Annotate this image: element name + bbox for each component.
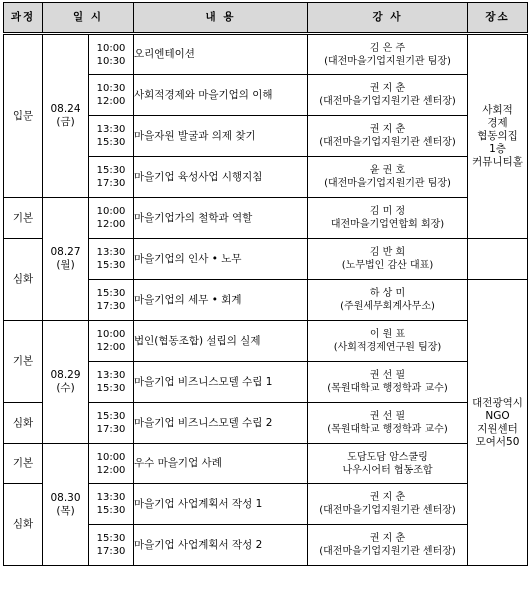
content-cell: 마을기업 비즈니스모델 수립 1 <box>134 362 308 403</box>
course-cell: 심화 <box>4 403 43 444</box>
instructor-cell <box>308 525 468 566</box>
instructor-org: (목원대학교 행정학과 교수) <box>327 424 448 435</box>
instructor-org: 나우시어터 협동조합 <box>342 464 433 476</box>
instructor-name: 도담도담 암스쿨링 <box>347 451 428 463</box>
place-line: 사회적 <box>482 104 513 116</box>
instructor-org: 대전마을기업연합회 회장) <box>330 219 445 230</box>
time-end: 12:00 <box>96 342 126 353</box>
place-cell <box>468 34 528 239</box>
time-cell <box>89 75 134 116</box>
content-cell: 오리엔테이션 <box>134 34 308 75</box>
place-line: 모여서50 <box>475 435 520 448</box>
content-cell: 마을기업 비즈니스모델 수립 2 <box>134 403 308 444</box>
instructor-name: 권 선 필 <box>369 411 406 422</box>
time-cell <box>89 116 134 157</box>
instructor-cell <box>308 116 468 157</box>
time-end: 17:30 <box>96 424 126 435</box>
time-cell <box>89 403 134 444</box>
place-line: 협동의집 <box>477 130 518 142</box>
table-row <box>4 198 528 239</box>
time-cell <box>89 280 134 321</box>
place-line: NGO <box>485 409 510 422</box>
course-cell: 심화 <box>4 484 43 566</box>
instructor-name: 권 지 춘 <box>369 124 406 135</box>
content-cell: 마을기업 사업계획서 작성 1 <box>134 484 308 525</box>
date-cell <box>43 34 89 198</box>
content-cell: 마을기업 사업계획서 작성 2 <box>134 525 308 566</box>
instructor-name: 권 지 춘 <box>369 492 406 503</box>
schedule-table <box>3 2 528 566</box>
instructor-cell <box>308 157 468 198</box>
content-cell: 마을기업의 세무 • 회계 <box>134 280 308 321</box>
date-cell <box>43 198 89 321</box>
time-start: 13:30 <box>96 124 126 135</box>
time-cell <box>89 34 134 75</box>
content-cell: 마을기업의 인사 • 노무 <box>134 239 308 280</box>
place-line: 1층 <box>489 143 506 155</box>
instructor-cell <box>308 34 468 75</box>
time-start: 15:30 <box>96 165 126 176</box>
instructor-name: 권 지 춘 <box>369 533 406 544</box>
instructor-cell <box>308 280 468 321</box>
place-cell <box>468 280 528 566</box>
header-row <box>4 3 528 34</box>
course-cell: 입문 <box>4 34 43 198</box>
place-blank-cell <box>468 239 528 280</box>
instructor-cell <box>308 484 468 525</box>
date-day: 08.24 <box>50 103 81 115</box>
time-end: 15:30 <box>96 383 126 394</box>
course-cell: 기본 <box>4 321 43 403</box>
content-cell: 사회적경제와 마을기업의 이해 <box>134 75 308 116</box>
instructor-org: (주원세무회계사무소) <box>340 301 435 312</box>
date-cell <box>43 321 89 444</box>
time-end: 12:00 <box>96 219 126 230</box>
time-start: 15:30 <box>96 533 126 544</box>
instructor-org: (대전마을기업지원기관 센터장) <box>319 137 456 148</box>
course-cell: 심화 <box>4 239 43 321</box>
instructor-cell <box>308 444 468 484</box>
time-cell <box>89 157 134 198</box>
content-cell: 마을기업 육성사업 시행지침 <box>134 157 308 198</box>
time-cell <box>89 444 134 484</box>
instructor-name: 권 지 춘 <box>369 83 406 94</box>
instructor-org: (대전마을기업지원기관 센터장) <box>319 96 456 107</box>
table-row <box>4 321 528 362</box>
time-end: 12:00 <box>96 464 126 476</box>
time-start: 15:30 <box>96 411 126 422</box>
time-cell <box>89 484 134 525</box>
instructor-cell <box>308 403 468 444</box>
instructor-org: (대전마을기업지원기관 팀장) <box>324 55 451 67</box>
time-cell <box>89 525 134 566</box>
time-start: 13:30 <box>96 492 126 503</box>
time-start: 10:00 <box>96 42 126 54</box>
instructor-org: (대전마을기업지원기관 센터장) <box>319 505 456 516</box>
instructor-cell <box>308 321 468 362</box>
instructor-cell <box>308 362 468 403</box>
date-day: 08.27 <box>50 246 81 258</box>
instructor-org: (대전마을기업지원기관 센터장) <box>319 546 456 557</box>
time-start: 13:30 <box>96 247 126 258</box>
time-cell <box>89 321 134 362</box>
place-line: 지원센터 <box>477 422 518 435</box>
time-end: 15:30 <box>96 137 126 148</box>
date-weekday: (목) <box>56 504 75 517</box>
content-cell: 우수 마을기업 사례 <box>134 444 308 484</box>
time-start: 10:30 <box>96 83 126 94</box>
time-end: 17:30 <box>96 546 126 557</box>
date-day: 08.30 <box>50 491 81 504</box>
time-end: 15:30 <box>96 505 126 516</box>
course-cell: 기본 <box>4 198 43 239</box>
place-line: 커뮤니티홀 <box>472 156 523 168</box>
time-start: 10:00 <box>96 329 126 340</box>
time-start: 13:30 <box>96 370 126 381</box>
instructor-name: 김 반 희 <box>369 247 406 258</box>
header-course: 과정 <box>4 3 43 34</box>
time-cell <box>89 362 134 403</box>
date-cell <box>43 444 89 566</box>
instructor-name: 권 선 필 <box>369 370 406 381</box>
instructor-org: (노무법인 감산 대표) <box>341 260 434 271</box>
instructor-name: 윤 권 호 <box>369 165 406 176</box>
instructor-org: (사회적경제연구원 팀장) <box>333 342 442 353</box>
date-weekday: (금) <box>56 116 75 128</box>
header-place: 장소 <box>468 3 528 34</box>
instructor-name: 김 은 주 <box>369 42 406 54</box>
place-line: 경제 <box>487 117 508 129</box>
instructor-org: (대전마을기업지원기관 팀장) <box>324 178 451 189</box>
time-end: 17:30 <box>96 178 126 189</box>
time-start: 10:00 <box>96 451 126 463</box>
time-cell <box>89 239 134 280</box>
course-cell: 기본 <box>4 444 43 484</box>
instructor-cell <box>308 239 468 280</box>
time-end: 12:00 <box>96 96 126 107</box>
instructor-name: 하 상 미 <box>369 288 406 299</box>
content-cell: 마을기업가의 철학과 역할 <box>134 198 308 239</box>
header-instructor: 강 사 <box>308 3 468 34</box>
date-weekday: (수) <box>56 382 75 394</box>
instructor-name: 이 원 표 <box>369 329 406 340</box>
header-content: 내 용 <box>134 3 308 34</box>
instructor-org: (목원대학교 행정학과 교수) <box>327 383 448 394</box>
time-end: 17:30 <box>96 301 126 312</box>
instructor-cell <box>308 75 468 116</box>
table-row <box>4 444 528 484</box>
date-day: 08.29 <box>50 369 81 381</box>
time-end: 15:30 <box>96 260 126 271</box>
content-cell: 마을자원 발굴과 의제 찾기 <box>134 116 308 157</box>
instructor-name: 김 미 정 <box>369 206 406 217</box>
time-cell <box>89 198 134 239</box>
instructor-cell <box>308 198 468 239</box>
time-start: 10:00 <box>96 206 126 217</box>
time-start: 15:30 <box>96 288 126 299</box>
table-row <box>4 34 528 75</box>
header-datetime: 일 시 <box>43 3 134 34</box>
date-weekday: (월) <box>56 259 75 271</box>
place-line: 대전광역시 <box>472 396 523 409</box>
content-cell: 법인(협동조합) 설립의 실제 <box>134 321 308 362</box>
schedule-container <box>3 2 528 566</box>
time-end: 10:30 <box>96 55 126 67</box>
